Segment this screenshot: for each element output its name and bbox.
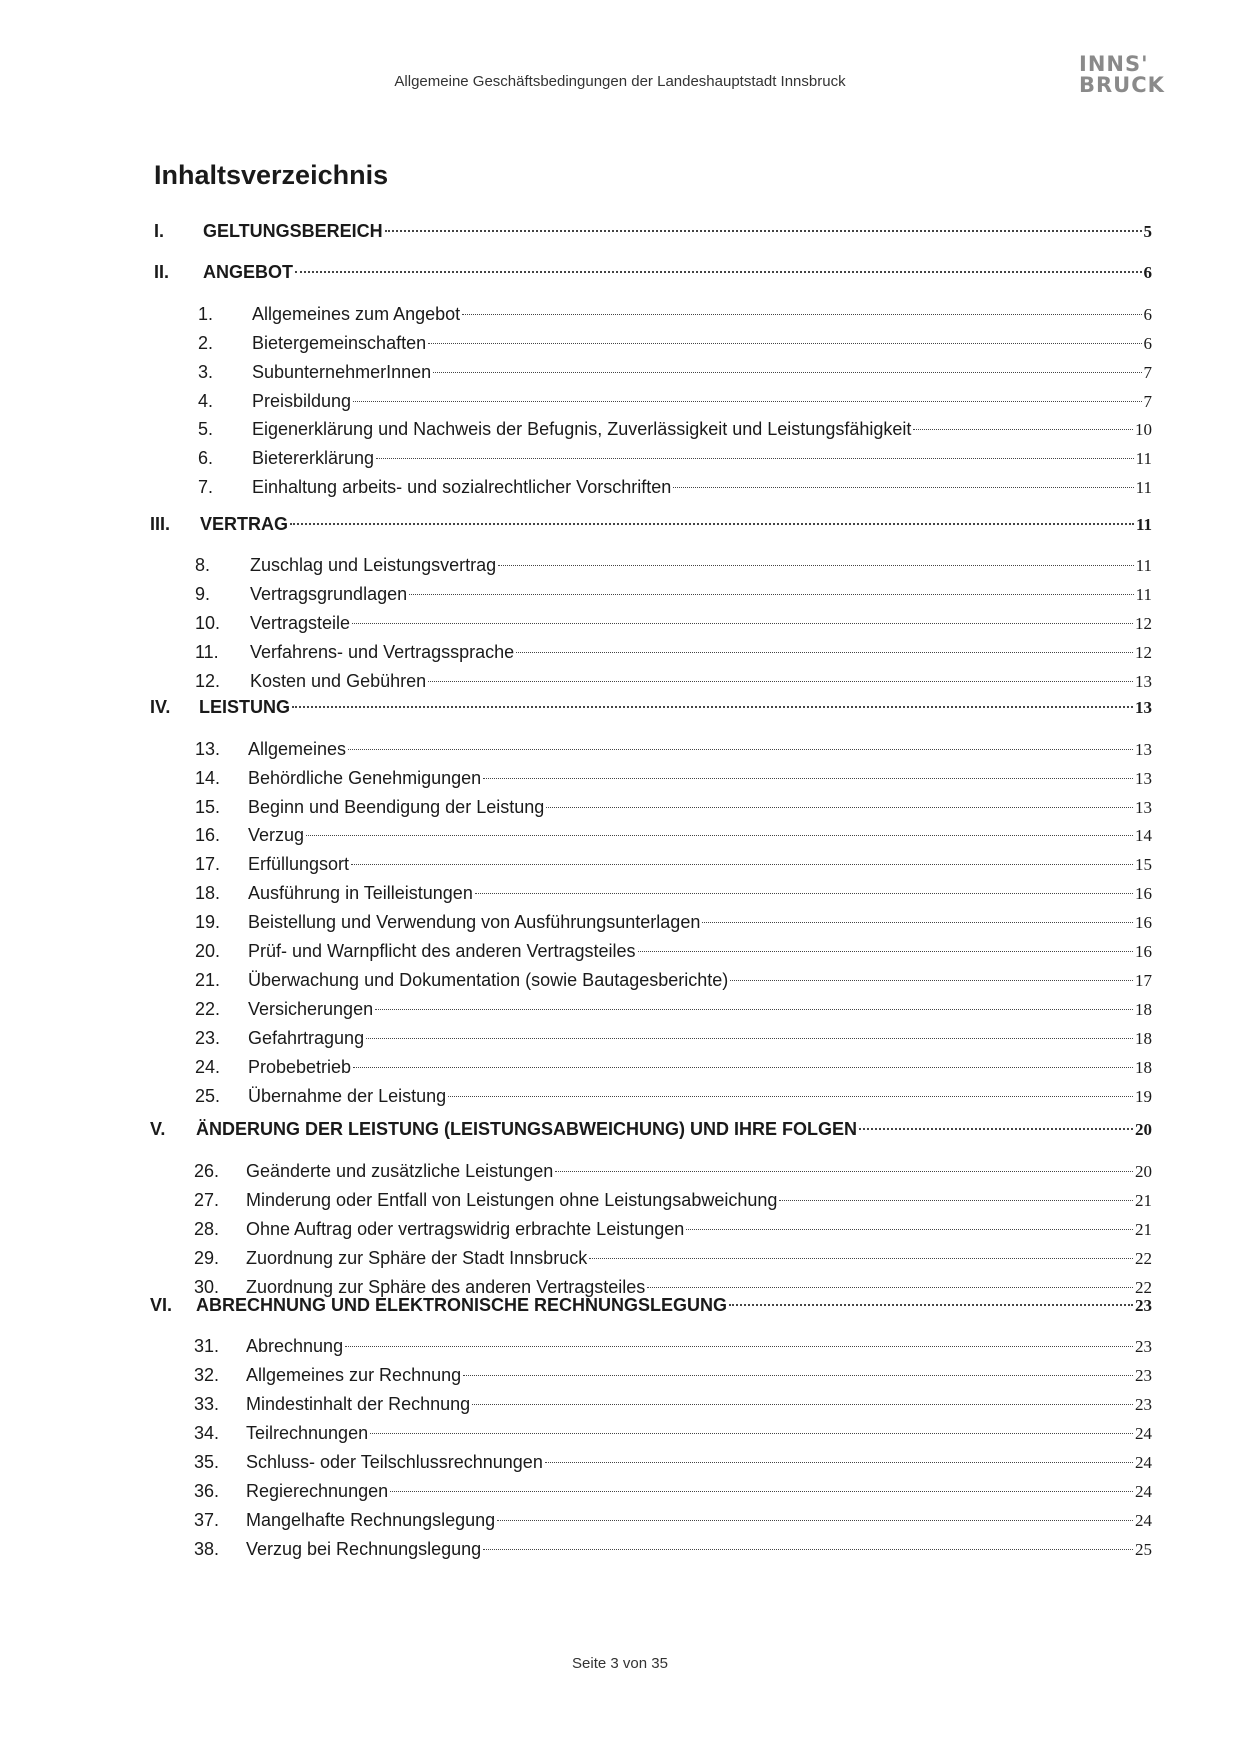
toc-dot-leader [546,807,1133,808]
toc-item-title: Zuschlag und Leistungsvertrag [250,555,497,575]
toc-item-entry[interactable] [198,388,1152,414]
toc-dot-leader [497,1520,1133,1521]
page-header-title: Allgemeine Geschäftsbedingungen der Landeshauptstadt Innsbruck [394,73,846,90]
toc-item-title: Eigenerklärung und Nachweis der Befugnis, Zuverlässigkeit und Leistungsfähigkeit [252,419,912,439]
toc-item-entry[interactable] [195,909,1152,935]
toc-item-number: 15. [195,797,221,817]
toc-section-number: V. [150,1119,166,1139]
toc-section-title: LEISTUNG [199,697,291,717]
toc-item-number: 2. [198,333,214,353]
toc-item-title: Einhaltung arbeits- und sozialrechtlicher Vorschriften [252,477,672,497]
toc-item-title: Überwachung und Dokumentation (sowie Bautagesberichte) [248,970,729,990]
toc-dot-leader [353,401,1141,402]
toc-item-entry[interactable] [194,1391,1152,1417]
toc-item-entry[interactable] [194,1536,1152,1562]
toc-item-number: 38. [194,1539,220,1559]
toc-item-title: Prüf- und Warnpflicht des anderen Vertragsteiles [248,941,636,961]
toc-item-number: 11. [195,642,219,662]
toc-item-page-number: 13 [1135,769,1152,788]
toc-item-entry[interactable] [198,445,1152,471]
toc-item-page-number: 21 [1135,1220,1152,1239]
toc-item-page-number: 24 [1135,1482,1152,1501]
toc-section-entry[interactable] [150,1116,1152,1142]
toc-section-page-number: 20 [1135,1120,1152,1139]
toc-item-page-number: 11 [1135,556,1152,575]
toc-section-entry[interactable] [150,694,1152,720]
toc-item-page-number: 7 [1143,363,1152,382]
toc-item-number: 13. [195,739,221,759]
toc-item-entry[interactable] [194,1449,1152,1475]
toc-section-entry[interactable] [154,218,1152,244]
toc-dot-leader [913,429,1133,430]
toc-dot-leader [483,1549,1133,1550]
toc-item-title: Probebetrieb [248,1057,352,1077]
toc-dot-leader [647,1287,1133,1288]
toc-item-title: Allgemeines zur Rechnung [246,1365,462,1385]
toc-dot-leader [462,314,1141,315]
toc-item-page-number: 20 [1135,1162,1152,1181]
toc-item-entry[interactable] [194,1362,1152,1388]
toc-item-title: Verzug bei Rechnungslegung [246,1539,482,1559]
toc-item-entry[interactable] [198,359,1152,385]
toc-item-page-number: 15 [1135,855,1152,874]
toc-item-entry[interactable] [195,1025,1152,1051]
toc-item-number: 22. [195,999,221,1019]
toc-item-page-number: 12 [1135,643,1152,662]
toc-item-entry[interactable] [198,416,1152,442]
toc-item-title: Verzug [248,825,305,845]
toc-item-number: 35. [194,1452,220,1472]
toc-dot-leader [448,1096,1133,1097]
toc-section-title: ABRECHNUNG UND ELEKTRONISCHE RECHNUNGSLEGUNG [196,1295,728,1315]
toc-dot-leader [390,1491,1133,1492]
innsbruck-logo [1079,54,1179,96]
toc-item-number: 19. [195,912,221,932]
toc-item-page-number: 11 [1135,478,1152,497]
toc-dot-leader [555,1171,1133,1172]
toc-item-page-number: 23 [1135,1337,1152,1356]
toc-item-number: 28. [194,1219,220,1239]
toc-item-page-number: 18 [1135,1029,1152,1048]
toc-item-entry[interactable] [194,1216,1152,1242]
toc-section-title: GELTUNGSBEREICH [203,221,383,241]
toc-item-entry[interactable] [195,639,1152,665]
toc-item-entry[interactable] [195,1083,1152,1109]
toc-section-page-number: 5 [1143,222,1152,241]
toc-item-number: 36. [194,1481,220,1501]
toc-item-number: 26. [194,1161,220,1181]
toc-item-entry[interactable] [195,765,1152,791]
toc-item-number: 6. [198,448,214,468]
toc-item-title: Vertragsteile [250,613,351,633]
toc-item-entry[interactable] [195,996,1152,1022]
toc-item-entry[interactable] [195,1054,1152,1080]
toc-dot-leader [686,1229,1133,1230]
toc-item-title: SubunternehmerInnen [252,362,432,382]
toc-item-number: 37. [194,1510,220,1530]
toc-item-entry[interactable] [198,330,1152,356]
toc-item-page-number: 12 [1135,614,1152,633]
toc-dot-leader [472,1404,1133,1405]
toc-item-page-number: 22 [1135,1278,1152,1297]
toc-dot-leader [433,372,1141,373]
toc-dot-leader [370,1433,1133,1434]
toc-item-page-number: 11 [1135,585,1152,604]
toc-item-page-number: 24 [1135,1424,1152,1443]
toc-item-title: Allgemeines [248,739,347,759]
toc-item-entry[interactable] [194,1507,1152,1533]
toc-item-title: Übernahme der Leistung [248,1086,447,1106]
toc-item-number: 20. [195,941,221,961]
toc-dot-leader [306,835,1133,836]
toc-item-page-number: 19 [1135,1087,1152,1106]
toc-dot-leader [345,1346,1133,1347]
toc-section-entry[interactable] [154,259,1152,285]
toc-dot-leader [353,1067,1133,1068]
toc-item-page-number: 23 [1135,1395,1152,1414]
toc-item-title: Schluss- oder Teilschlussrechnungen [246,1452,543,1472]
toc-item-title: Preisbildung [252,391,352,411]
toc-item-entry[interactable] [195,610,1152,636]
toc-item-entry[interactable] [194,1333,1152,1359]
toc-item-page-number: 16 [1135,884,1152,903]
toc-item-title: Teilrechnungen [246,1423,369,1443]
toc-section-page-number: 11 [1135,515,1152,534]
toc-section-page-number: 6 [1143,263,1152,282]
toc-item-entry[interactable] [195,822,1152,848]
toc-dot-leader [702,922,1133,923]
toc-section-entry[interactable] [150,511,1152,537]
toc-dot-leader [516,652,1133,653]
toc-item-number: 29. [194,1248,220,1268]
toc-item-page-number: 13 [1135,798,1152,817]
toc-item-page-number: 13 [1135,672,1152,691]
toc-dot-leader [463,1375,1133,1376]
toc-item-page-number: 25 [1135,1540,1152,1559]
toc-item-page-number: 10 [1135,420,1152,439]
toc-dot-leader [295,271,1142,273]
toc-item-title: Mindestinhalt der Rechnung [246,1394,471,1414]
toc-item-entry[interactable] [194,1478,1152,1504]
toc-item-title: Minderung oder Entfall von Leistungen ohne Leistungsabweichung [246,1190,778,1210]
toc-item-title: Kosten und Gebühren [250,671,427,691]
toc-item-page-number: 14 [1135,826,1152,845]
toc-heading: Inhaltsverzeichnis [154,160,389,190]
toc-item-number: 14. [195,768,221,788]
toc-item-entry[interactable] [194,1420,1152,1446]
toc-section-number: I. [154,221,165,241]
toc-item-number: 31. [194,1336,220,1356]
toc-item-number: 7. [198,477,214,497]
toc-item-title: Ohne Auftrag oder vertragswidrig erbrachte Leistungen [246,1219,685,1239]
toc-item-entry[interactable] [198,301,1152,327]
toc-item-number: 24. [195,1057,221,1077]
toc-item-title: Allgemeines zum Angebot [252,304,461,324]
toc-item-page-number: 16 [1135,942,1152,961]
toc-item-entry[interactable] [195,736,1152,762]
toc-dot-leader [375,1009,1133,1010]
toc-item-entry[interactable] [195,880,1152,906]
toc-item-entry[interactable] [194,1158,1152,1184]
toc-dot-leader [352,623,1133,624]
toc-item-number: 17. [195,854,221,874]
toc-dot-leader [376,458,1134,459]
toc-item-entry[interactable] [195,581,1152,607]
toc-item-entry[interactable] [195,938,1152,964]
toc-item-number: 33. [194,1394,220,1414]
toc-item-page-number: 22 [1135,1249,1152,1268]
toc-dot-leader [730,980,1133,981]
toc-item-page-number: 13 [1135,740,1152,759]
toc-dot-leader [673,487,1133,488]
toc-section-number: IV. [150,697,171,717]
toc-item-entry[interactable] [194,1187,1152,1213]
toc-item-page-number: 24 [1135,1453,1152,1472]
toc-item-number: 9. [195,584,211,604]
toc-item-title: Bietererklärung [252,448,375,468]
toc-section-title: ANGEBOT [203,262,293,282]
toc-item-title: Bietergemeinschaften [252,333,427,353]
toc-dot-leader [589,1258,1133,1259]
toc-dot-leader [292,706,1133,708]
toc-section-title: VERTRAG [200,514,289,534]
toc-item-entry[interactable] [195,552,1152,578]
toc-item-title: Regierechnungen [246,1481,389,1501]
toc-item-title: Versicherungen [248,999,374,1019]
toc-item-number: 1. [198,304,214,324]
toc-dot-leader [729,1304,1133,1306]
toc-item-number: 16. [195,825,221,845]
toc-item-title: Beistellung und Verwendung von Ausführungsunterlagen [248,912,701,932]
toc-dot-leader [483,778,1133,779]
toc-item-number: 25. [195,1086,221,1106]
toc-dot-leader [348,749,1133,750]
toc-item-number: 8. [195,555,211,575]
toc-item-title: Mangelhafte Rechnungslegung [246,1510,496,1530]
toc-dot-leader [545,1462,1133,1463]
toc-dot-leader [859,1128,1133,1130]
toc-item-entry[interactable] [198,474,1152,500]
toc-item-number: 32. [194,1365,220,1385]
toc-item-number: 3. [198,362,214,382]
toc-section-entry[interactable] [150,1292,1152,1318]
toc-section-number: VI. [150,1295,173,1315]
toc-item-page-number: 6 [1143,334,1152,353]
toc-dot-leader [475,893,1133,894]
page-footer: Seite 3 von 35 [572,1655,668,1672]
toc-section-number: II. [154,262,170,282]
toc-dot-leader [428,343,1141,344]
toc-item-number: 5. [198,419,214,439]
toc-item-page-number: 18 [1135,1058,1152,1077]
toc-section-number: III. [150,514,171,534]
toc-item-title: Zuordnung zur Sphäre des anderen Vertragsteiles [246,1277,646,1297]
toc-item-number: 21. [195,970,221,990]
logo-line-2: BRUCK [1079,73,1165,97]
toc-dot-leader [779,1200,1133,1201]
toc-item-page-number: 7 [1143,392,1152,411]
toc-item-entry[interactable] [195,851,1152,877]
toc-item-page-number: 6 [1143,305,1152,324]
toc-dot-leader [409,594,1134,595]
toc-item-number: 12. [195,671,221,691]
toc-dot-leader [638,951,1133,952]
toc-item-title: Behördliche Genehmigungen [248,768,482,788]
toc-item-entry[interactable] [195,668,1152,694]
toc-item-title: Erfüllungsort [248,854,350,874]
toc-dot-leader [428,681,1133,682]
toc-dot-leader [498,565,1133,566]
toc-item-number: 18. [195,883,221,903]
toc-section-page-number: 13 [1135,698,1152,717]
toc-item-title: Vertragsgrundlagen [250,584,408,604]
toc-section-page-number: 23 [1135,1296,1152,1315]
toc-item-page-number: 21 [1135,1191,1152,1210]
toc-section-title: ÄNDERUNG DER LEISTUNG (LEISTUNGSABWEICHUNG) UND IHRE FOLGEN [196,1119,857,1139]
toc-dot-leader [351,864,1133,865]
toc-item-page-number: 24 [1135,1511,1152,1530]
toc-item-number: 23. [195,1028,221,1048]
toc-item-page-number: 11 [1135,449,1152,468]
toc-item-title: Geänderte und zusätzliche Leistungen [246,1161,554,1181]
toc-item-page-number: 17 [1135,971,1152,990]
toc-item-number: 30. [194,1277,220,1297]
toc-item-title: Beginn und Beendigung der Leistung [248,797,545,817]
toc-dot-leader [385,230,1142,232]
toc-item-number: 4. [198,391,214,411]
toc-item-entry[interactable] [194,1245,1152,1271]
toc-item-page-number: 18 [1135,1000,1152,1019]
toc-item-entry[interactable] [195,794,1152,820]
toc-item-title: Ausführung in Teilleistungen [248,883,473,903]
logo-line-1: INNS' [1079,52,1149,76]
toc-item-page-number: 16 [1135,913,1152,932]
toc-item-number: 10. [195,613,221,633]
toc-item-title: Zuordnung zur Sphäre der Stadt Innsbruck [246,1248,588,1268]
toc-item-title: Gefahrtragung [248,1028,365,1048]
toc-item-title: Abrechnung [246,1336,344,1356]
toc-item-entry[interactable] [195,967,1152,993]
toc-item-number: 27. [194,1190,220,1210]
toc-item-page-number: 23 [1135,1366,1152,1385]
toc-item-title: Verfahrens- und Vertragssprache [250,642,515,662]
toc-dot-leader [366,1038,1133,1039]
toc-item-number: 34. [194,1423,220,1443]
toc-dot-leader [290,523,1134,525]
